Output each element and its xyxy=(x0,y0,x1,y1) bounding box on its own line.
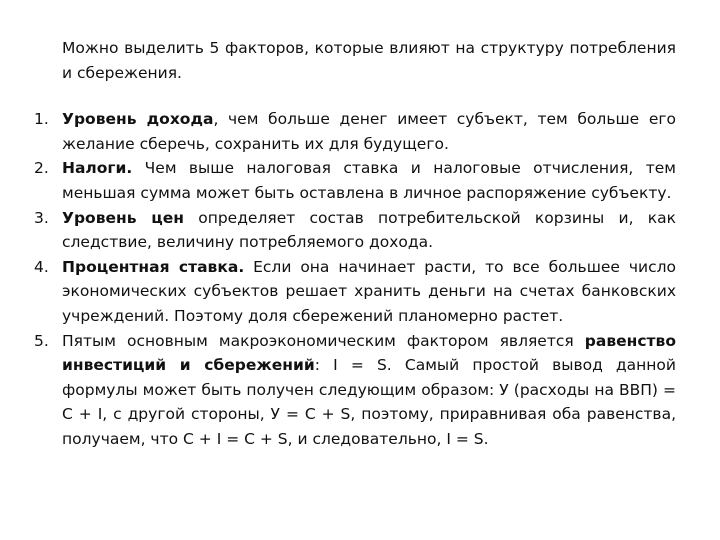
list-item xyxy=(34,255,676,329)
item-text: , чем больше денег имеет субъект, тем больше его желание сберечь, сохранить их для будущего. xyxy=(62,110,676,153)
item-text: Чем выше налоговая ставка и налоговые отчисления, тем меньшая сумма может быть оставлена в личное распоряжение субъекту. xyxy=(62,159,676,202)
intro-paragraph: Можно выделить 5 факторов, которые влияют на структуру потребления и сбережения. xyxy=(62,39,676,82)
list-item xyxy=(34,206,676,255)
item-bold-term: равенство инвестиций и сбережений xyxy=(62,331,676,375)
item-bold-term: Уровень цен xyxy=(62,208,184,227)
item-text: определяет состав потребительской корзины и, как следствие, величину потребляемого дохода. xyxy=(62,208,676,252)
item-number: 2. xyxy=(34,159,49,178)
item-lead-text: Пятым основным макроэкономическим фактором является xyxy=(62,331,585,350)
item-bold-term: Налоги. xyxy=(62,159,133,178)
item-bold-term: Процентная ставка. xyxy=(62,257,245,276)
item-number: 1. xyxy=(34,110,49,129)
item-bold-term: Уровень дохода xyxy=(62,110,214,129)
item-text: : I = S. Самый простой вывод данной формулы может быть получен следующим образом: У (расходы на ВВП) = С + I, с другой стороны, У = С + S, поэтому, приравнивая оба равенства, получаем, что С + I = С + S, и следовательно, I = S. xyxy=(62,356,676,448)
item-text: Если она начинает расти, то все большее число экономических субъектов решает хранить деньги на счетах банковских учреждений. Поэтому доля сбережений планомерно растет. xyxy=(62,257,676,325)
item-number: 5. xyxy=(34,331,49,350)
slide-content xyxy=(34,36,676,452)
item-number: 4. xyxy=(34,257,49,276)
list-item xyxy=(34,107,676,156)
list-item xyxy=(34,329,676,452)
item-number: 3. xyxy=(34,208,49,227)
list-item xyxy=(34,156,676,205)
